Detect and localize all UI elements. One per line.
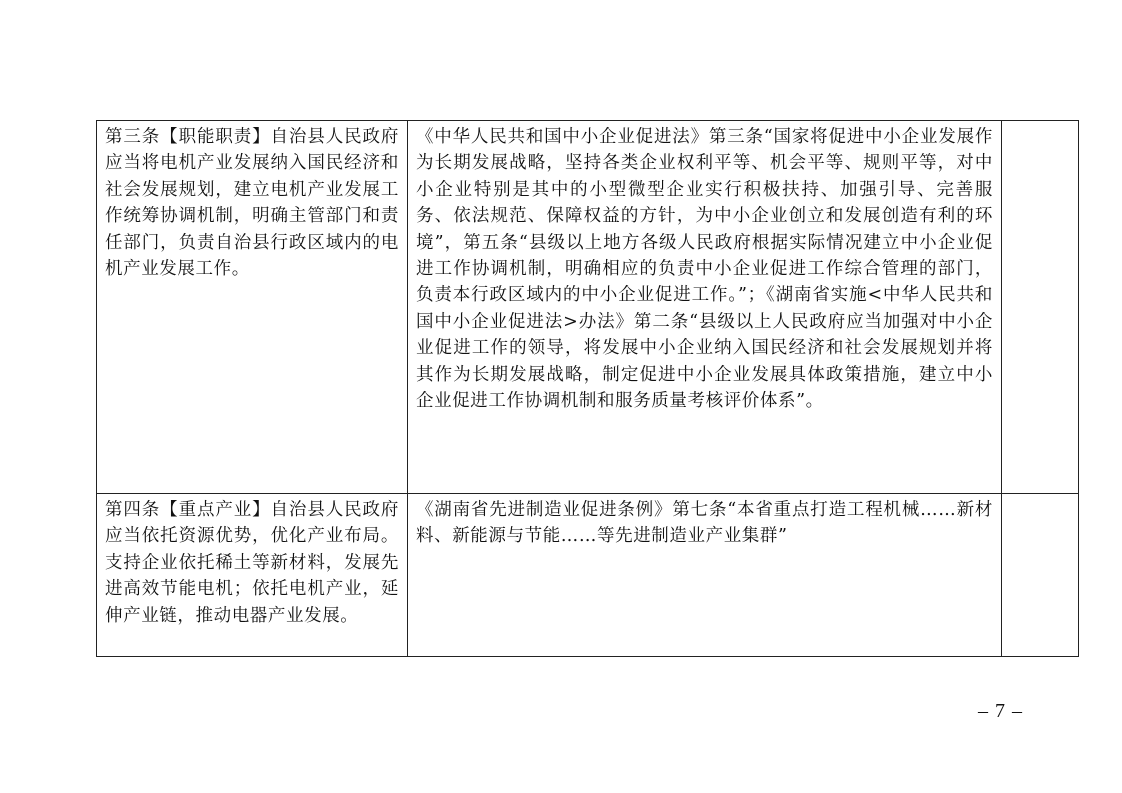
page-number: – 7 –	[978, 700, 1023, 722]
table-row	[97, 121, 1079, 494]
regulation-comparison-table	[96, 120, 1079, 657]
note-cell	[1002, 121, 1079, 494]
legal-basis-cell: 《湖南省先进制造业促进条例》第七条“本省重点打造工程机械……新材料、新能源与节能……等先进制造业产业集群”	[408, 494, 1002, 657]
table-row	[97, 494, 1079, 657]
note-cell	[1002, 494, 1079, 657]
legal-basis-cell: 《中华人民共和国中小企业促进法》第三条“国家将促进中小企业发展作为长期发展战略，坚持各类企业权利平等、机会平等、规则平等，对中小企业特别是其中的小型微型企业实行积极扶持、加强引导、完善服务、依法规范、保障权益的方针，为中小企业创立和发展创造有利的环境”，第五条“县级以上地方各级人民政府根据实际情况建立中小企业促进工作协调机制，明确相应的负责中小企业促进工作综合管理的部门，负责本行政区域内的中小企业促进工作。”；《湖南省实施<中华人民共和国中小企业促进法>办法》第二条“县级以上人民政府应当加强对中小企业促进工作的领导，将发展中小企业纳入国民经济和社会发展规划并将其作为长期发展战略，制定促进中小企业发展具体政策措施，建立中小企业促进工作协调机制和服务质量考核评价体系”。	[408, 121, 1002, 494]
article-cell: 第三条【职能职责】自治县人民政府应当将电机产业发展纳入国民经济和社会发展规划，建立电机产业发展工作统筹协调机制，明确主管部门和责任部门，负责自治县行政区域内的电机产业发展工作。	[97, 121, 408, 494]
article-cell: 第四条【重点产业】自治县人民政府应当依托资源优势，优化产业布局。支持企业依托稀土等新材料，发展先进高效节能电机；依托电机产业，延伸产业链，推动电器产业发展。	[97, 494, 408, 657]
